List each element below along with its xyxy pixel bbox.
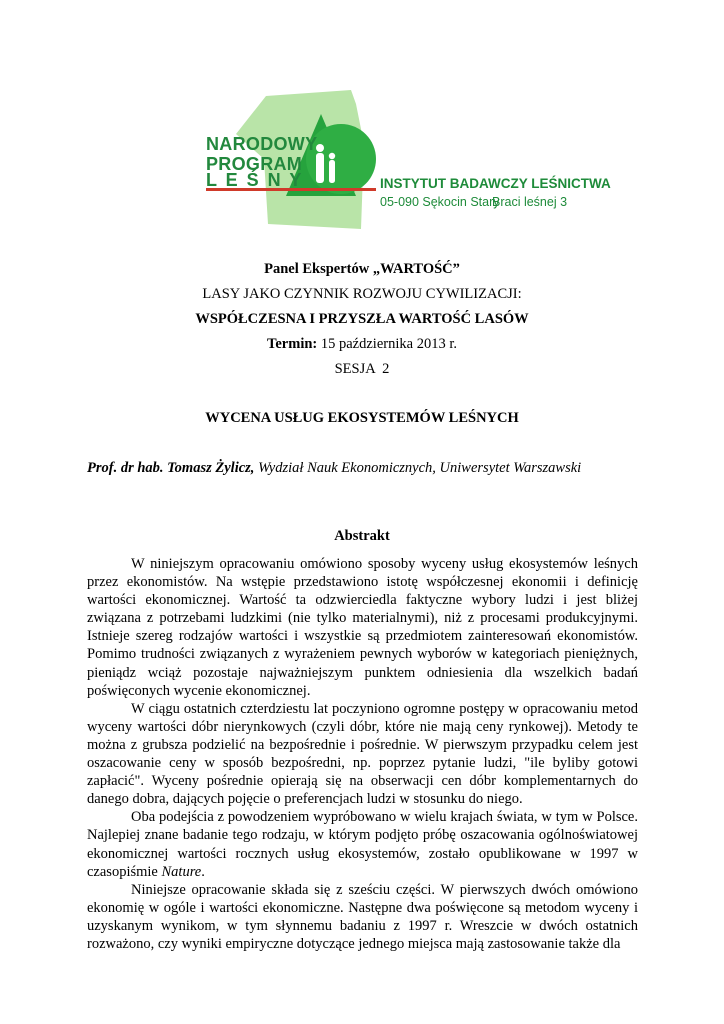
paragraph-3-text: Oba podejścia z powodzeniem wypróbowano w wielu krajach świata, w tym w Polsce. Najlepiej znane badanie tego rodzaju, w którym podjęto próbę oszacowania ogólnoświatowej ekonomicznej wartości rocznych usług ekosystemów, zostało opublikowane w 1997 w czasopiśmie [87,809,638,880]
termin-line [0,336,724,353]
header-logo [196,84,611,234]
abstract-paragraph-2: W ciągu ostatnich czterdziestu lat poczyniono ogromne postępy w opracowaniu metod wyceny wartości dóbr nierynkowych (czyli dóbr, które nie mają ceny rynkowej). Metody te można z grubsza podzielić na bezpośrednie i pośrednie. W pierwszym przypadku celem jest oszacowanie ceny w sposób bezpośredni, np. poprzez pytanie ludzi, "ile byliby gotowi zapłacić". Wyceny pośrednie opierają się na obserwacji cen dóbr komplementarnych do danego dobra, dających pojęcie o preferencjach ludzi w stosunku do niego. [87,700,638,808]
paragraph-3-end: . [201,863,205,880]
institute-postal: 05-090 Sękocin Stary [380,195,500,209]
termin-value: 15 października 2013 r. [317,336,457,352]
institute-street: Braci leśnej 3 [492,195,568,209]
npl-line-1: NARODOWY [206,134,318,154]
panel-title: Panel Ekspertów „WARTOŚĆ” [264,261,460,277]
abstract-paragraph-4: Niniejsze opracowanie składa się z sześciu części. W pierwszych dwóch omówiono ekonomię w ogóle i wartości ekonomiczne. Następne dwa poświęcone są metodom wyceny i uzyskanym wynikom, w tym słynnemu badaniu z 1997 r. Wreszcie w dwóch ostatnich rozważono, czy wyniki empiryczne dotyczące jednego miejsca mają zastosowanie także dla [87,881,638,952]
npl-line-3: L E Ś N Y [206,170,304,190]
title-line-2: WSPÓŁCZESNA I PRZYSZŁA WARTOŚĆ LASÓW [195,311,529,327]
institute-name: INSTYTUT BADAWCZY LEŚNICTWA [380,176,611,191]
abstract-heading: Abstrakt [334,528,390,544]
author-line [87,460,581,477]
author-affiliation: Wydział Nauk Ekonomicznych, Uniwersytet Warszawski [254,460,582,476]
npl-line-2: PROGRAM [206,154,303,174]
termin-label: Termin: [267,336,318,352]
author-name: Prof. dr hab. Tomasz Żylicz, [87,460,255,476]
session-label: SESJA 2 [334,361,390,377]
abstract-paragraph-3 [87,808,638,880]
title-line-1: LASY JAKO CZYNNIK ROZWOJU CYWILIZACJI: [202,286,522,302]
journal-name: Nature [161,863,202,880]
abstract-body [87,555,638,953]
abstract-paragraph-1: W niniejszym opracowaniu omówiono sposoby wyceny usług ekosystemów leśnych przez ekonomistów. Na wstępie przedstawiono istotę współczesnej ekonomii i definicję wartości ekonomicznej. Wartość ta odzwierciedla faktyczne wybory ludzi i jest bliżej związana z potrzebami ludzkimi (nie tylko materialnymi), niż z procesami produkcyjnymi. Istnieje szereg rodzajów wartości i wszystkie są przedmiotem zainteresowań ekonomistów. Pomimo trudności związanych z wyrażeniem pewnych wyborów w kategoriach pieniężnych, pieniądz wciąż pozostaje najważniejszym punktem odniesienia dla wszelkich badań poświęconych wycenie ekonomicznej. [87,556,638,699]
talk-title: WYCENA USŁUG EKOSYSTEMÓW LEŚNYCH [205,410,519,426]
